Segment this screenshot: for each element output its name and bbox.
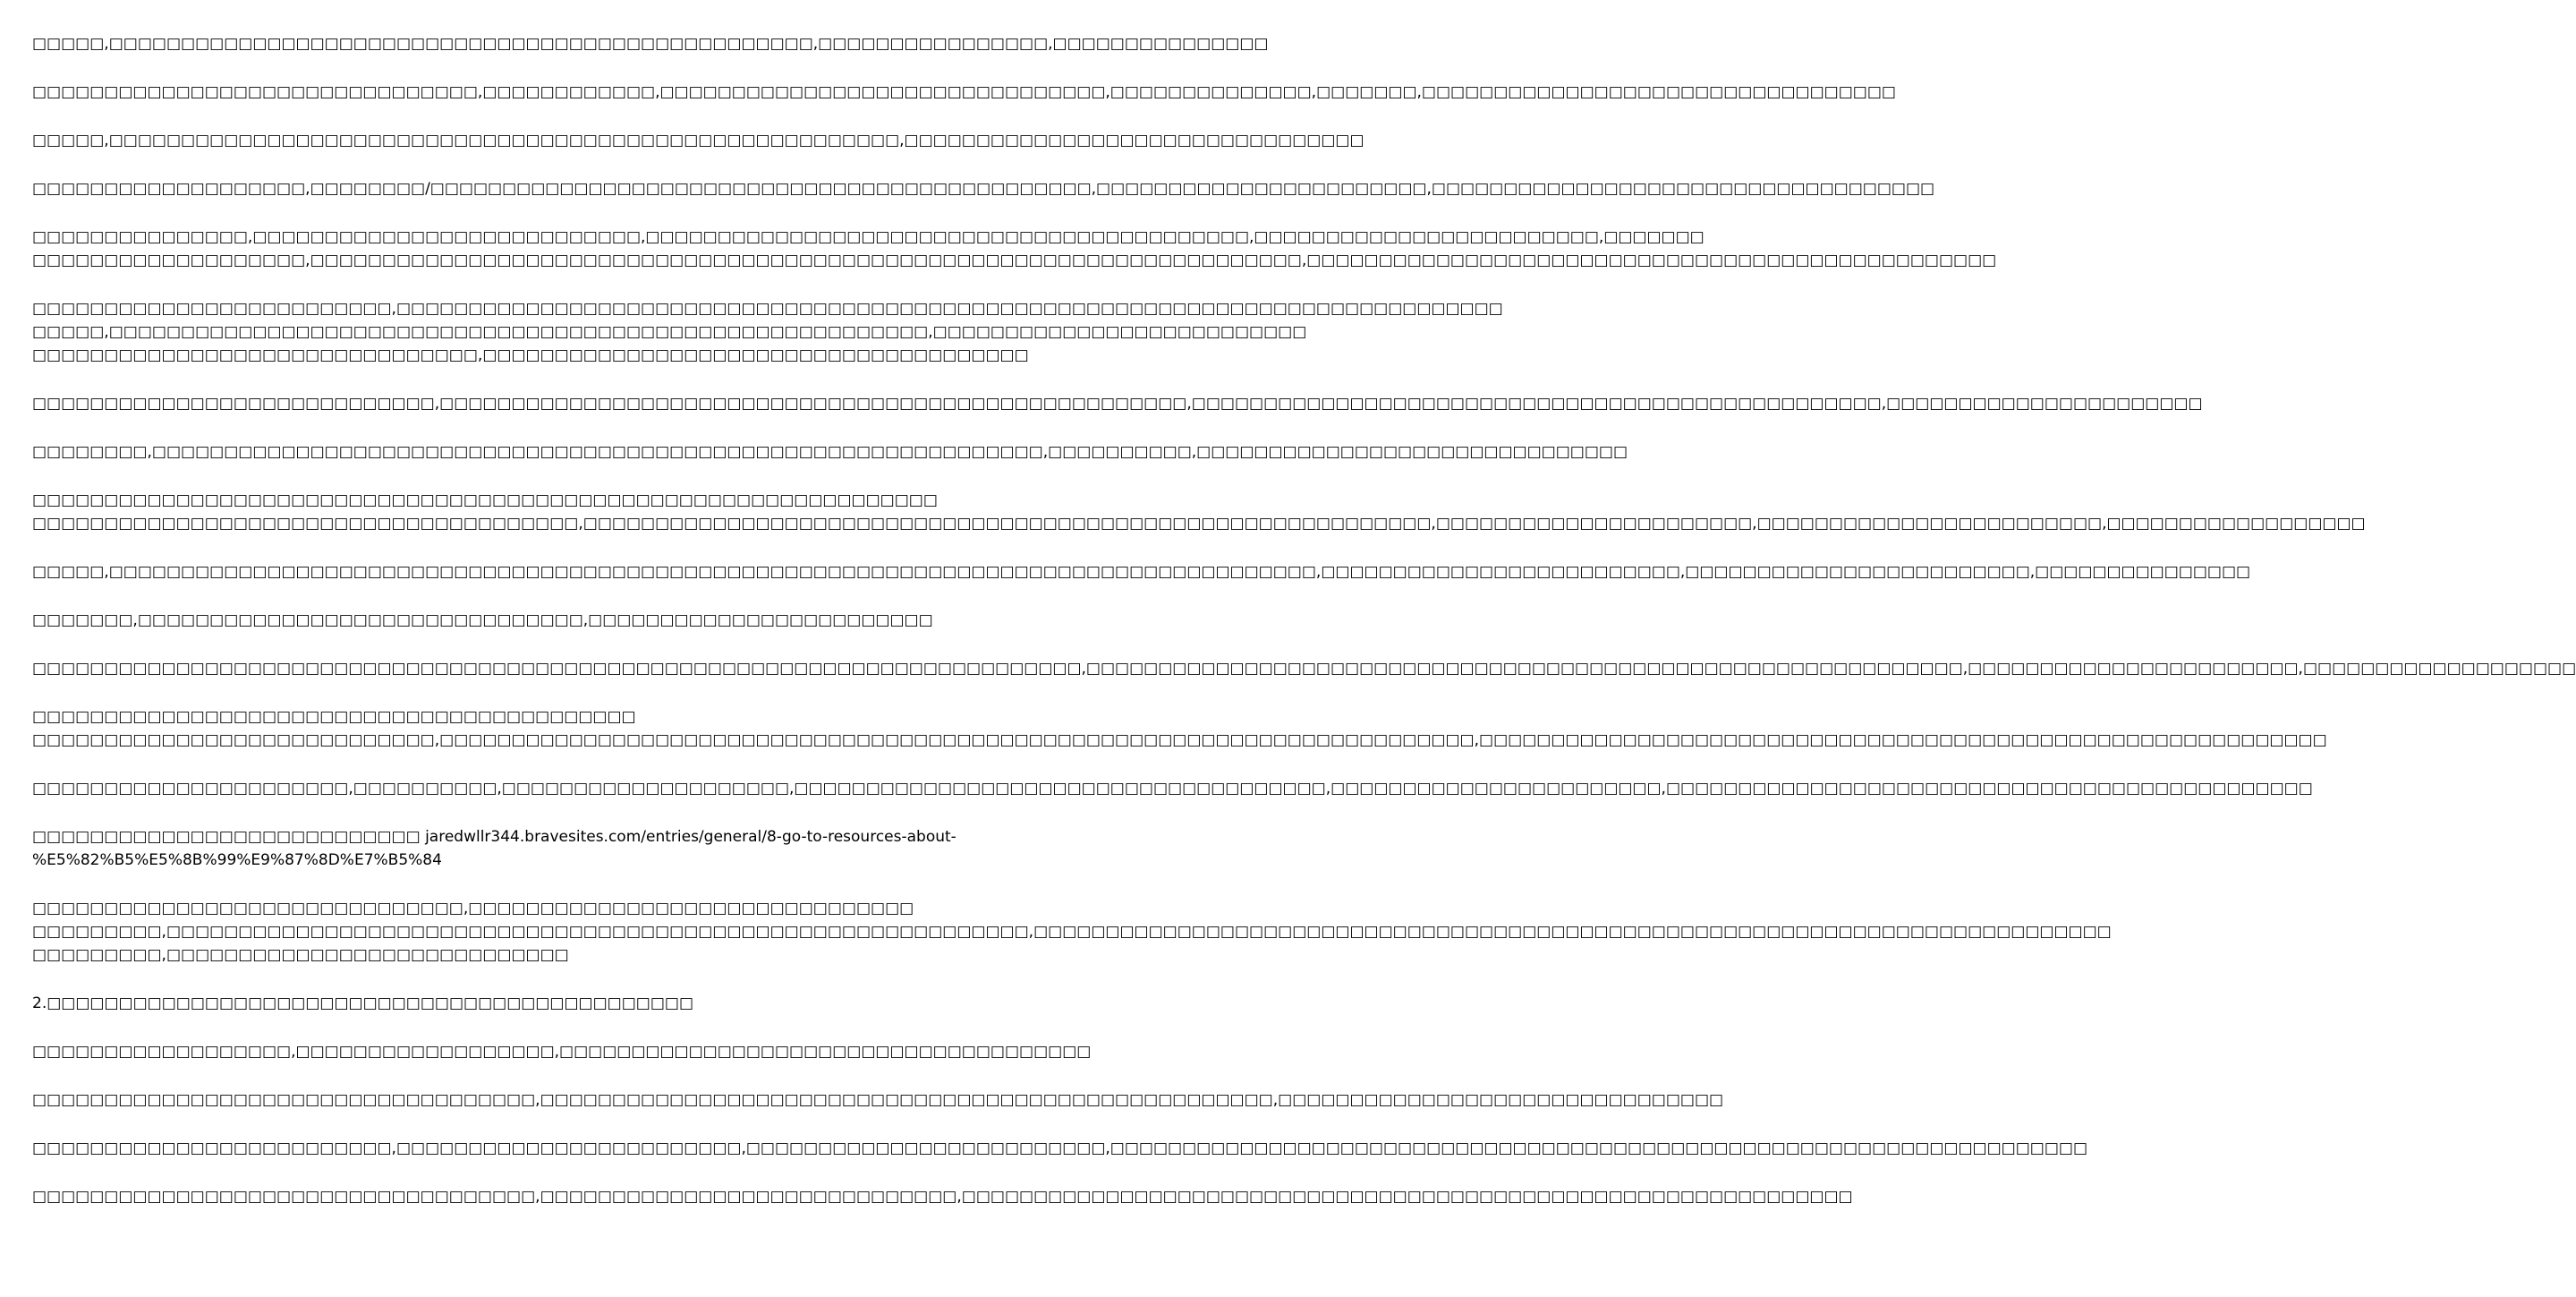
text-line: □□□□□□□□□□□□□□□,□□□□□□□□□□□□□□□□□□□□□□□□□□□,□□□□□□□□□□□□□□□□□□□□□□□□□□□□□□□□□□□□□□□□□□,□□□□□□□□□□□□□□□□□□□□□□□□,□□□□□□□ [32, 228, 1705, 246]
text-line: □□□□□□□□□□□□□□□□□□□□□□□□□,□□□□□□□□□□□□□□□□□□□□□□□□□□□□□□□□□□□□□□□□□□□□□□□□□□□□□□□□□□□□□□□□□□□□□□□□□□□□□ [32, 300, 1503, 318]
text-line: □□□□□□□□□□□□□□□□□□□,□□□□□□□□□□□□□□□□□□□□□□□□□□□□□□□□□□□□□□□□□□□□□□□□□□□□□□□□□□□□□□□□□□□□□,□□□□□□□□□□□□□□□□□□□□□□□□□□□□□□□□□□□□□□□□□□□□□□□□ [32, 252, 1997, 269]
text-line: %E5%82%B5%E5%8B%99%E9%87%8D%E7%B5%84 [32, 851, 442, 869]
text-line: □□□□□□□□□□□□□□□□□□□□□□□□□□□□□□□□□□□□□□□□□□□□□□□□□□□□□□□□□□□□□□□ [32, 491, 938, 509]
paragraph [32, 777, 2313, 800]
paragraph [32, 609, 933, 632]
text-line: □□□□□□□□□□□□□□□□□□□,□□□□□□□□/□□□□□□□□□□□□□□□□□□□□□□□□□□□□□□□□□□□□□□□□□□□□□□,□□□□□□□□□□□□□□□□□□□□□□□,□□□□□□□□□□□□□□□□□□□□□□□□□□□□□□□□□□□ [32, 180, 1935, 198]
paragraph [32, 226, 1997, 272]
paragraph [32, 297, 1503, 367]
paragraph [32, 1088, 1724, 1112]
paragraph [32, 1185, 1853, 1208]
paragraph [32, 560, 2251, 584]
paragraph [32, 897, 2112, 967]
numbered-heading [32, 992, 886, 1015]
text-line: □□□□□,□□□□□□□□□□□□□□□□□□□□□□□□□□□□□□□□□□□□□□□□□□□□□□□□□□□□□□□□□,□□□□□□□□□□□□□□□□□□□□□□□□□□ [32, 323, 1307, 341]
text-line: □□□□□□□□□□□□□□□□□□□□□□□□□□□□□□□□□□□□□□□□□□ [32, 708, 636, 726]
text-line: □□□□□□□□□□□□□□□□□□□□□□□□□□□□,□□□□□□□□□□□□□□□□□□□□□□□□□□□□□□□□□□□□□□□□□□□□□□□□□□□□□□□□□□□□□□□□□□□□□□□□,□□□□□□□□□□□□□□□□□□□□□□□□□□□□□□□□□□□□□□□□□□□□□□□□□□□□□□□□□□□ [32, 731, 2327, 749]
text-line: □□□□□□□□□,□□□□□□□□□□□□□□□□□□□□□□□□□□□□□□□□□□□□□□□□□□□□□□□□□□□□□□□□□□□□,□□□□□□□□□□□□□□□□□□□□□□□□□□□□□□□□□□□□□□□□□□□□□□□□□□□□□□□□□□□□□□□□□□□□□□□□□□□ [32, 923, 2112, 941]
paragraph [32, 177, 1935, 201]
paragraph [32, 489, 2366, 535]
paragraph [32, 392, 2203, 415]
paragraph [32, 440, 1628, 464]
text-line: □□□□□□□□□□□□□□□□□□□□□□□□□□□□□□□□□□□□□□□□□□□□□□□□□□□□□□□□□□□□□□□□□□□□□□□□□,□□□□□□□□□□□□□□□□□□□□□□□□□□□□□□□□□□□□□□□□□□□□□□□□□□□□□□□□□□□□□,□□□□□□□□□□□□□□□□□□□□□□□,□□□□□□□□□□□□□□□□□□□ [32, 660, 2576, 678]
text-line: □□□□□□□□□□□□□□□□□□□□□□□□□□□□□□□,□□□□□□□□□□□□,□□□□□□□□□□□□□□□□□□□□□□□□□□□□□□□,□□□□□□□□□□□□□□,□□□□□□□,□□□□□□□□□□□□□□□□□□□□□□□□□□□□□□□□□ [32, 83, 1896, 101]
text-line: □□□□□,□□□□□□□□□□□□□□□□□□□□□□□□□□□□□□□□□□□□□□□□□□□□□□□□□,□□□□□□□□□□□□□□□□,□□□□□□□□□□□□□□□ [32, 35, 1269, 53]
document-page [32, 32, 2576, 1233]
text-line: □□□□□□□□□□□□□□□□□□□□□□,□□□□□□□□□□,□□□□□□□□□□□□□□□□□□□□,□□□□□□□□□□□□□□□□□□□□□□□□□□□□□□□□□□□□□,□□□□□□□□□□□□□□□□□□□□□□□,□□□□□□□□□□□□□□□□□□□□□□□□□□□□□□□□□□□□□□□□□□□□□ [32, 780, 2313, 798]
paragraph [32, 1137, 2088, 1160]
paragraph [32, 32, 1269, 55]
paragraph [32, 1040, 1092, 1063]
text-line: □□□□□□□□□□□□□□□□□□□□□□□□□□□□□□□□□□□□□□,□□□□□□□□□□□□□□□□□□□□□□□□□□□□□□□□□□□□□□□□□□□□□□□□□□□□□□□□□□□,□□□□□□□□□□□□□□□□□□□□□□,□□□□□□□□□□□□□□□□□□□□□□□□,□□□□□□□□□□□□□□□□□□ [32, 515, 2366, 533]
paragraph [32, 81, 1896, 104]
text-line: □□□□□□□□□□□□□□□□□□□□□□□□□,□□□□□□□□□□□□□□□□□□□□□□□□,□□□□□□□□□□□□□□□□□□□□□□□□□,□□□□□□□□□□□□□□□□□□□□□□□□□□□□□□□□□□□□□□□□□□□□□□□□□□□□□□□□□□□□□□□□□□□□ [32, 1139, 2088, 1157]
text-line: □□□□□□□□□□□□□□□□□□□□□□□□□□□□□□□□□□□,□□□□□□□□□□□□□□□□□□□□□□□□□□□□□□□□□□□□□□□□□□□□□□□□□□□,□□□□□□□□□□□□□□□□□□□□□□□□□□□□□□□ [32, 1091, 1724, 1109]
text-line: □□□□□□□□□□□□□□□□□□□□□□□□□□□ jaredwllr344.bravesites.com/entries/general/8-go-to-resources-about- [32, 828, 956, 846]
paragraph [32, 657, 2576, 680]
paragraph [32, 129, 1365, 152]
text-line: □□□□□□□□□□□□□□□□□□□□□□□□□□□□□□□,□□□□□□□□□□□□□□□□□□□□□□□□□□□□□□□□□□□□□□ [32, 346, 1029, 364]
paragraph [32, 705, 2327, 752]
text-line: □□□□□□□,□□□□□□□□□□□□□□□□□□□□□□□□□□□□□□□,□□□□□□□□□□□□□□□□□□□□□□□□ [32, 611, 933, 629]
text-line: □□□□□,□□□□□□□□□□□□□□□□□□□□□□□□□□□□□□□□□□□□□□□□□□□□□□□□□□□□□□□,□□□□□□□□□□□□□□□□□□□□□□□□□□□□□□□□ [32, 132, 1365, 149]
paragraph-with-link [32, 825, 956, 872]
text-line: □□□□□□□□□□□□□□□□□□,□□□□□□□□□□□□□□□□□□,□□□□□□□□□□□□□□□□□□□□□□□□□□□□□□□□□□□□□ [32, 1043, 1092, 1061]
text-line: 2.□□□□□□□□□□□□□□□□□□□□□□□□□□□□□□□□□□□□□□□□□□□□□ [32, 994, 694, 1012]
text-line: □□□□□□□□□□□□□□□□□□□□□□□□□□□□□□□□□□□,□□□□□□□□□□□□□□□□□□□□□□□□□□□□□,□□□□□□□□□□□□□□□□□□□□□□□□□□□□□□□□□□□□□□□□□□□□□□□□□□□□□□□□□□□□□□ [32, 1188, 1853, 1206]
text-line: □□□□□,□□□□□□□□□□□□□□□□□□□□□□□□□□□□□□□□□□□□□□□□□□□□□□□□□□□□□□□□□□□□□□□□□□□□□□□□□□□□□□□□□□□□,□□□□□□□□□□□□□□□□□□□□□□□□□,□□□□□□□□□□□□□□□□□□□□□□□□,□□□□□□□□□□□□□□□ [32, 563, 2251, 581]
text-line: □□□□□□□□,□□□□□□□□□□□□□□□□□□□□□□□□□□□□□□□□□□□□□□□□□□□□□□□□□□□□□□□□□□□□□□,□□□□□□□□□□,□□□□□□□□□□□□□□□□□□□□□□□□□□□□□□ [32, 443, 1628, 461]
text-line: □□□□□□□□□□□□□□□□□□□□□□□□□□□□□□,□□□□□□□□□□□□□□□□□□□□□□□□□□□□□□□ [32, 900, 914, 917]
text-line: □□□□□□□□□,□□□□□□□□□□□□□□□□□□□□□□□□□□□□ [32, 946, 569, 964]
text-line: □□□□□□□□□□□□□□□□□□□□□□□□□□□□,□□□□□□□□□□□□□□□□□□□□□□□□□□□□□□□□□□□□□□□□□□□□□□□□□□□□,□□□□□□□□□□□□□□□□□□□□□□□□□□□□□□□□□□□□□□□□□□□□□□□□,□□□□□□□□□□□□□□□□□□□□□□ [32, 395, 2203, 413]
